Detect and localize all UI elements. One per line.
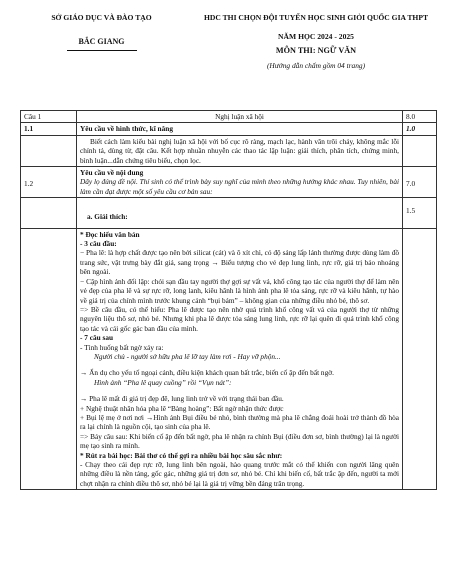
- school-year: NĂM HỌC 2024 - 2025: [278, 32, 354, 41]
- exam-title-block: [198, 10, 434, 71]
- section-title: Yêu cầu về hình thức, kĩ năng: [77, 123, 403, 135]
- content-requirement-cell: [77, 167, 403, 198]
- explanation-heading: - 3 câu đầu:: [80, 239, 117, 249]
- explanation-line: => Bề câu đầu, có thể hiểu: Pha lê được tạo nên nhờ quá trình khổ công vất vả của người thợ từ những nguyên liệu thô sơ, nhỏ bé. Nhưng khi pha lê được tỏa sáng lung linh, rực rỡ lại quên đi quá trình khổ công tạo tác và cái gốc gác ban đầu của mình.: [80, 304, 399, 333]
- table-row: [21, 135, 437, 166]
- requirement-note: Dãy lọ đúng đề nội. Thí sinh có thể trình bày suy nghĩ của mình theo những hướng khác nhau. Tuy nhiên, bài làm cần đạt được một số yêu cầu cơ bản sau:: [80, 177, 399, 196]
- department-name: SỞ GIÁO DỤC VÀ ĐÀO TẠO: [51, 13, 152, 22]
- table-row: [21, 198, 437, 228]
- requirement-text: Biết cách làm kiểu bài nghị luận xã hội với bố cục rõ ràng, mạch lạc, hành văn trôi chảy, không mắc lỗi chính tả, dùng từ, đặt câu. Kết hợp nhuần nhuyễn các thao tác lập luận: giải thích, phân tích, chứng minh, bình luận...dẫn chứng tiêu biểu, chọn lọc.: [80, 136, 399, 165]
- explanation-line: → Ẩn dụ cho yếu tố ngoại cảnh, điều kiện khách quan bất trắc, biến cố ập đến bất ngờ.: [80, 368, 334, 378]
- explanation-heading: * Rút ra bài học: Bài thơ có thể gợi ra nhiều bài học sâu sắc như:: [80, 450, 283, 460]
- explanation-line: − Cặp hình ảnh đối lập: chói sạn đầu tay người thợ gợi sự vất vả, khổ công tạo tác của người thợ để làm nên vẻ đẹp của pha lê và sự rực rỡ, long lanh, kiêu hãnh là hình ảnh pha lê tỏa sáng, rực rỡ và kiêu hãnh, tự hào về giá trị của chính mình trước khung cảnh “bụi bám” – không gian của những điều nhỏ bé, thô sơ.: [80, 276, 399, 305]
- header-underline: [67, 50, 137, 51]
- grading-table: [20, 110, 437, 490]
- score: 7.0: [403, 167, 437, 198]
- section-title: Yêu cầu về nội dung: [80, 168, 144, 178]
- question-type: Nghị luận xã hội: [77, 111, 403, 123]
- subsection-cell: [77, 198, 403, 228]
- explanation-line: → Pha lê mất đi giá trị đẹp đẽ, lung linh trở về với trạng thái ban đầu.: [80, 394, 284, 404]
- explanation-cell: [77, 228, 403, 490]
- subsection-label: a. Giải thích:: [87, 212, 128, 222]
- explanation-line: + Bụi lệ mẹ ở nơi nơi →Hình ảnh Bụi điều bé nhỏ, bình thường mà pha lê chẳng đoái hoài trở thành đồ hòa ra lại chính là nguồn cội, tạo sinh của pha lê.: [80, 412, 399, 432]
- explanation-line: - Tình huống bất ngờ xảy ra:: [80, 342, 164, 352]
- question-number: Câu 1: [21, 111, 77, 123]
- document-header: [0, 10, 450, 90]
- table-row: [21, 111, 437, 123]
- subject: MÔN THI: NGỮ VĂN: [275, 46, 357, 55]
- page-count-note: (Hướng dẫn chấm gồm 04 trang): [266, 61, 366, 70]
- explanation-line: - Chạy theo cái đẹp rực rỡ, lung linh bên ngoài, hào quang trước mắt có thể khiến con người lãng quên những điều là nền tảng, gốc gác, những giá trị đơn sơ, nhỏ bé. Chỉ khi biến cố, bất trắc ập đến, người ta mới chợt nhận ra chính điều thô sơ, nhỏ bé lại là giá trị vững bền đáng trân trọng.: [80, 460, 399, 488]
- section-number: 1.1: [21, 123, 77, 135]
- requirement-cell: [77, 135, 403, 166]
- spacer: [80, 387, 399, 394]
- province-name: BẮC GIANG: [78, 37, 125, 46]
- empty-cell: [21, 228, 77, 490]
- score: 1.0: [403, 123, 437, 135]
- explanation-heading: - 7 câu sau: [80, 333, 114, 343]
- explanation-item: Người chủ - người sở hữu pha lê lỡ tay làm rơi - Hay vỡ phộn...: [94, 351, 281, 361]
- explanation-item: Hình ảnh “Pha lê quay cuồng” rồi “Vụn nát”:: [94, 377, 232, 387]
- table-row: [21, 167, 437, 198]
- empty-cell: [403, 228, 437, 490]
- empty-cell: [403, 135, 437, 166]
- empty-cell: [21, 198, 77, 228]
- section-number: 1.2: [21, 167, 77, 198]
- explanation-line: + Nghệ thuật nhân hóa pha lê “Bàng hoàng”: Bất ngờ nhận thức được: [80, 403, 284, 413]
- explanation-heading: * Đọc hiểu văn bản: [80, 229, 140, 239]
- exam-title: HDC THI CHỌN ĐỘI TUYỂN HỌC SINH GIỎI QUỐC GIA THPT: [203, 13, 429, 22]
- empty-cell: [21, 135, 77, 166]
- department-block: [14, 10, 189, 51]
- score: 1.5: [403, 198, 437, 228]
- score: 8.0: [403, 111, 437, 123]
- table-row: [21, 123, 437, 135]
- explanation-line: − Pha lê: là hợp chất được tạo nên bởi silicat (cát) và ô xít chì, có độ sáng lấp lánh thường được dùng làm đồ trang sức, vật trưng bày đắt giá, sang trọng → Biểu tượng cho vẻ đẹp lung linh, rực rỡ, giá trị bảo nhoáng bên ngoài.: [80, 248, 399, 277]
- table-row: [21, 228, 437, 490]
- explanation-line: => Bảy câu sau: Khi biến cố ập đến bất ngờ, pha lê nhận ra chính Bụi (điều đơn sơ, bình thường) lại là người mẹ tạo sinh ra mình.: [80, 431, 399, 451]
